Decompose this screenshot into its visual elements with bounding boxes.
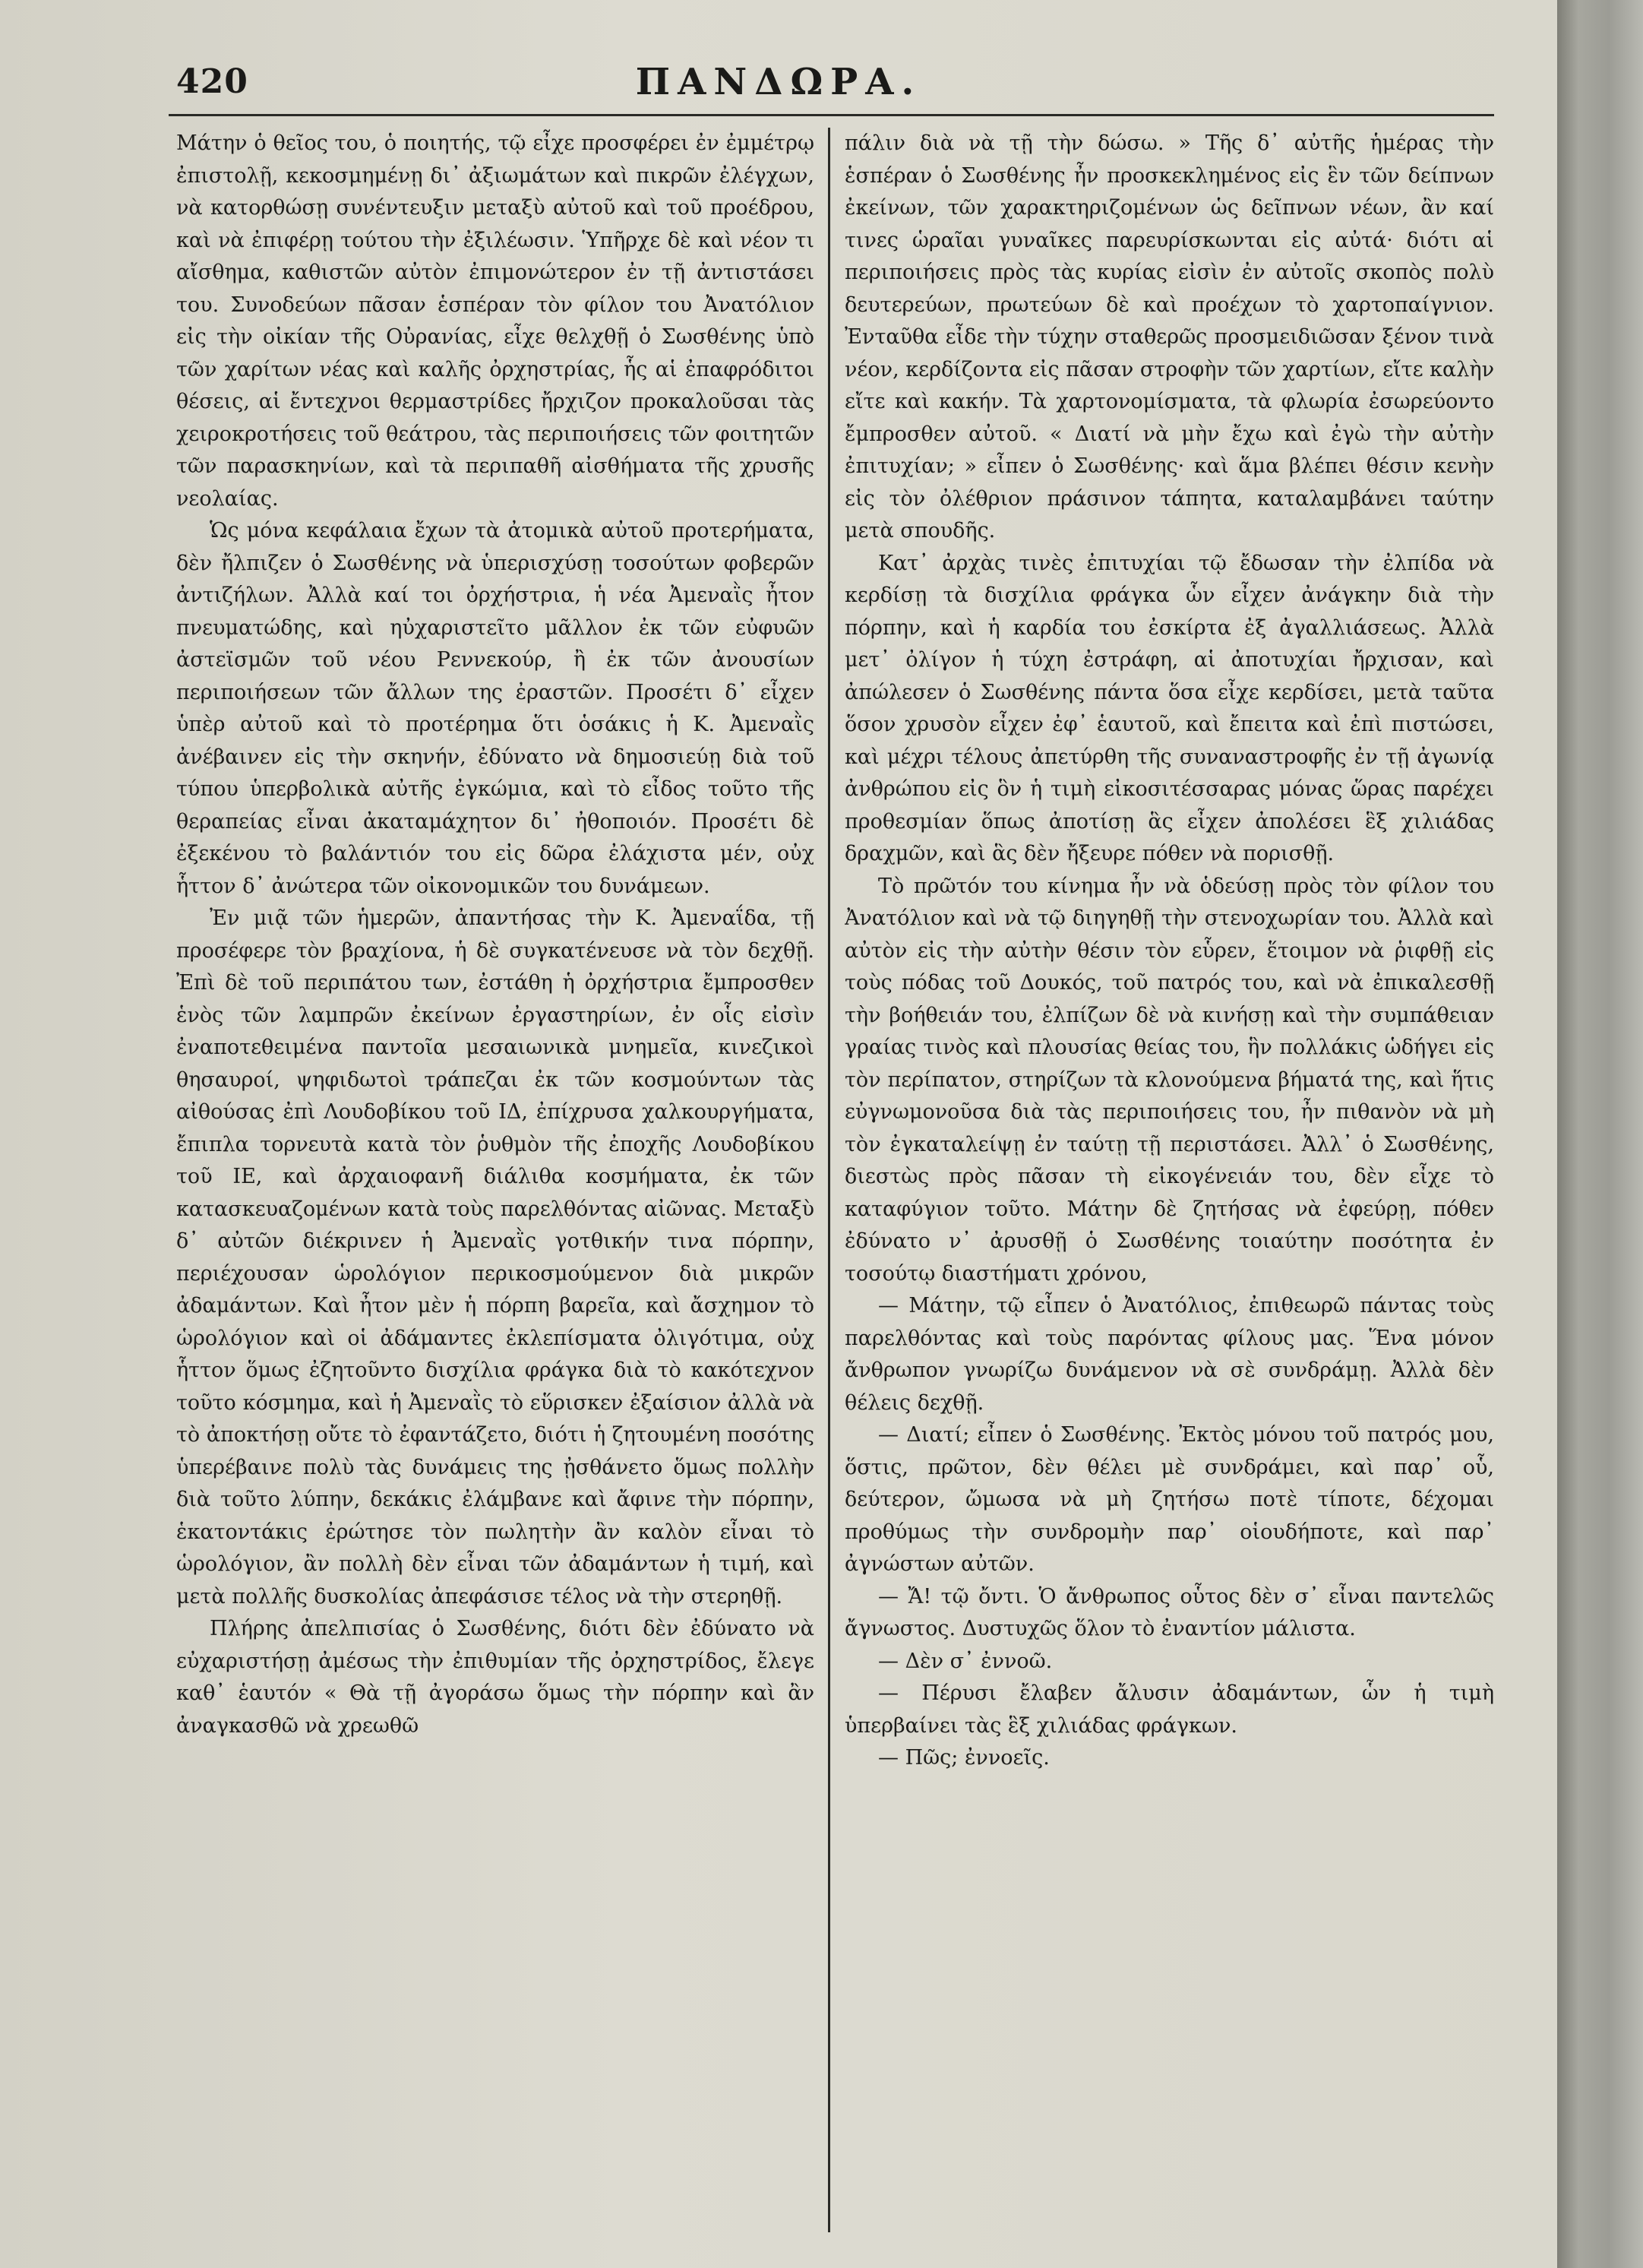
header-rule (169, 114, 1494, 116)
column-divider (828, 128, 830, 2232)
paragraph: Ὡς μόνα κεφάλαια ἔχων τὰ ἀτομικὰ αὐτοῦ προτερήματα, δὲν ἤλπιζεν ὁ Σωσθένης νὰ ὑπερισχύσῃ τοσούτων φοβερῶν ἀντιζήλων. Ἀλλὰ καί τοι ὀρχήστρια, ἡ νέα Ἀμεναῒς ἦτον πνευματώδης, καὶ ηὐχαριστεῖτο μᾶλλον ἐκ τῶν εὐφυῶν ἀστεϊσμῶν τοῦ νέου Ρεννεκούρ, ἢ ἐκ τῶν ἀνουσίων περιποιήσεων τῶν ἄλλων της ἐραστῶν. Προσέτι δ᾽ εἶχεν ὑπὲρ αὐτοῦ καὶ τὸ προτέρημα ὅτι ὁσάκις ἡ Κ. Ἀμεναῒς ἀνέβαινεν εἰς τὴν σκηνήν, ἐδύνατο νὰ δημοσιεύῃ διὰ τοῦ τύπου ὑπερβολικὰ αὐτῆς ἐγκώμια, καὶ τὸ εἶδος τοῦτο τῆς θεραπείας εἶναι ἀκαταμάχητον δι᾽ ἠθοποιόν. Προσέτι δὲ ἐξεκένου τὸ βαλάντιόν του εἰς δῶρα ἐλάχιστα μέν, οὐχ ἧττον δ᾽ ἀνώτερα τῶν οἰκονομικῶν του δυνάμεων. (176, 519, 814, 898)
paragraph: Ἐν μιᾷ τῶν ἡμερῶν, ἀπαντήσας τὴν Κ. Ἀμεναΐδα, τῇ προσέφερε τὸν βραχίονα, ἡ δὲ συγκατένευσε νὰ τὸν δεχθῇ. Ἐπὶ δὲ τοῦ περιπάτου των, ἐστάθη ἡ ὀρχήστρια ἔμπροσθεν ἑνὸς τῶν λαμπρῶν ἐκείνων ἐργαστηρίων, ἐν οἷς εἰσὶν ἐναποτεθειμένα παντοῖα μεσαιωνικὰ μνημεῖα, κινεζικοὶ θησαυροί, ψηφιδωτοὶ τράπεζαι ἐκ τῶν κοσμούντων τὰς αἰθούσας ἐπὶ Λουδοβίκου τοῦ ΙΔ, ἐπίχρυσα χαλκουργήματα, ἔπιπλα τορνευτὰ κατὰ τὸν ῥυθμὸν τῆς ἐποχῆς Λουδοβίκου τοῦ ΙΕ, καὶ ἀρχαιοφανῆ διάλιθα κοσμήματα, ἐκ τῶν κατασκευαζομένων κατὰ τοὺς παρελθόντας αἰῶνας. Μεταξὺ δ᾽ αὐτῶν διέκρινεν ἡ Ἀμεναῒς γοτθικήν τινα πόρπην, περιέχουσαν ὡρολόγιον περικοσμούμενον διὰ μικρῶν ἀδαμάντων. Καὶ ἦτον μὲν ἡ πόρπη βαρεῖα, καὶ ἄσχημον τὸ ὡρολόγιον καὶ οἱ ἀδάμαντες ἐκλεπίσματα ὀλιγότιμα, οὐχ ἧττον ὅμως ἐζητοῦντο δισχίλια φράγκα διὰ τὸ κακότεχνον τοῦτο κόσμημα, καὶ ἡ Ἀμεναῒς τὸ εὕρισκεν ἐξαίσιον ἀλλὰ νὰ τὸ ἀποκτήσῃ οὔτε τὸ ἐφαντάζετο, διότι ἡ ζητουμένη ποσότης ὑπερέβαινε πολὺ τὰς δυνάμεις της ᾐσθάνετο ὅμως πολλὴν διὰ τοῦτο λύπην, δεκάκις ἐλάμβανε καὶ ἄφινε τὴν πόρπην, ἑκατοντάκις ἐρώτησε τὸν πωλητὴν ἂν καλὸν εἶναι τὸ ὡρολόγιον, ἂν πολλὴ δὲν εἶναι τῶν ἀδαμάντων ἡ τιμή, καὶ μετὰ πολλῆς δυσκολίας ἀπεφάσισε τέλος νὰ τὴν στερηθῇ. (176, 906, 814, 1608)
paragraph: Τὸ πρῶτόν του κίνημα ἦν νὰ ὁδεύσῃ πρὸς τὸν φίλον του Ἀνατόλιον καὶ νὰ τῷ διηγηθῇ τὴν στενοχωρίαν του. Ἀλλὰ καὶ αὐτὸν εἰς τὴν αὐτὴν θέσιν τὸν εὗρεν, ἕτοιμον νὰ ῥιφθῇ εἰς τοὺς πόδας τοῦ Δουκός, τοῦ πατρός του, καὶ νὰ ἐπικαλεσθῇ τὴν βοήθειάν του, ἐλπίζων δὲ νὰ κινήσῃ καὶ τὴν συμπάθειαν γραίας τινὸς καὶ πλουσίας θείας του, ἣν πολλάκις ὡδήγει εἰς τὸν περίπατον, στηρίζων τὰ κλονούμενα βήματά της, καὶ ἥτις εὐγνωμονοῦσα διὰ τὰς περιποιήσεις του, ἦν πιθανὸν νὰ μὴ τὸν ἐγκαταλείψῃ ἐν ταύτῃ τῇ περιστάσει. Ἀλλ᾽ ὁ Σωσθένης, διεστὼς πρὸς πᾶσαν τὴ εἰκογένειάν του, δὲν εἶχε τὸ καταφύγιον τοῦτο. Μάτην δὲ ζητήσας νὰ ἐφεύρῃ, πόθεν ἐδύνατο ν᾽ ἀρυσθῇ ὁ Σωσθένης τοιαύτην ποσότητα ἐν τοσούτῳ διαστήματι χρόνου, (845, 874, 1494, 1286)
paragraph: Κατ᾽ ἀρχὰς τινὲς ἐπιτυχίαι τῷ ἔδωσαν τὴν ἐλπίδα νὰ κερδίσῃ τὰ δισχίλια φράγκα ὧν εἶχεν ἀνάγκην διὰ τὴν πόρπην, καὶ ἡ καρδία του ἐσκίρτα ἐξ ἀγαλλιάσεως. Ἀλλὰ μετ᾽ ὀλίγον ἡ τύχη ἐστράφη, αἱ ἀποτυχίαι ἤρχισαν, καὶ ἀπώλεσεν ὁ Σωσθένης πάντα ὅσα εἶχε κερδίσει, μετὰ ταῦτα ὅσον χρυσὸν εἶχεν ἐφ᾽ ἑαυτοῦ, καὶ ἔπειτα καὶ ἐπὶ πιστώσει, καὶ μέχρι τέλους ἀπετύρθη τῆς συναναστροφῆς ἐν τῇ ἀγωνίᾳ ἀνθρώπου εἰς ὃν ἡ τιμὴ εἰκοσιτέσσαρας μόνας ὥρας παρέχει προθεσμίαν ὅπως ἀποτίσῃ ἃς εἶχεν ἀπολέσει ἓξ χιλιάδας δραχμῶν, καὶ ἃς δὲν ἤξευρε πόθεν νὰ πορισθῇ. (845, 551, 1494, 865)
dialog-line: — Διατί; εἶπεν ὁ Σωσθένης. Ἐκτὸς μόνου τοῦ πατρός μου, ὅστις, πρῶτον, δὲν θέλει μὲ συνδράμει, καὶ παρ᾽ οὗ, δεύτερον, ὤμωσα νὰ μὴ ζητήσω ποτὲ τίποτε, δέχομαι προθύμως τὴν συνδρομὴν παρ᾽ οἱουδήποτε, καὶ παρ᾽ ἀγνώστων αὐτῶν. (845, 1423, 1494, 1576)
dialog-line: — Μάτην, τῷ εἶπεν ὁ Ἀνατόλιος, ἐπιθεωρῶ πάντας τοὺς παρελθόντας καὶ τοὺς παρόντας φίλους μας. Ἕνα μόνον ἄνθρωπον γνωρίζω δυνάμενον νὰ σὲ συνδράμῃ. Ἀλλὰ δὲν θέλεις δεχθῇ. (845, 1294, 1494, 1415)
dialog-line: — Ἄ! τῷ ὄντι. Ὁ ἄνθρωπος οὗτος δὲν σ᾽ εἶναι παντελῶς ἄγνωστος. Δυστυχῶς ὅλον τὸ ἐναντίον μάλιστα. (845, 1584, 1494, 1640)
page-edge (1557, 0, 1643, 2268)
page-number: 420 (176, 62, 248, 101)
paragraph: Πλήρης ἀπελπισίας ὁ Σωσθένης, διότι δὲν ἐδύνατο νὰ εὐχαριστήσῃ ἀμέσως τὴν ἐπιθυμίαν τῆς ὀρχηστρίδος, ἔλεγε καθ᾽ ἑαυτόν « Θὰ τῇ ἀγοράσω ὅμως τὴν πόρπην καὶ ἂν ἀναγκασθῶ νὰ χρεωθῶ (176, 1617, 814, 1738)
right-column (845, 128, 1494, 2244)
left-column (176, 128, 814, 2244)
dialog-line: — Πέρυσι ἔλαβεν ἄλυσιν ἀδαμάντων, ὧν ἡ τιμὴ ὑπερβαίνει τὰς ἓξ χιλιάδας φράγκων. (845, 1681, 1494, 1738)
running-title: ΠΑΝΔΩΡΑ. (635, 61, 922, 103)
dialog-line: — Δὲν σ᾽ ἐννοῶ. (878, 1649, 1053, 1673)
paragraph: πάλιν διὰ νὰ τῇ τὴν δώσω. » Τῆς δ᾽ αὐτῆς ἡμέρας τὴν ἑσπέραν ὁ Σωσθένης ἦν προσκεκλημένος εἰς ἓν τῶν δείπνων ἐκείνων, τῶν χαρακτηριζομένων ὡς δεῖπνων νέων, ἂν καί τινες ὡραῖαι γυναῖκες παρευρίσκωνται εἰς αὐτά· διότι αἱ περιποιήσεις πρὸς τὰς κυρίας εἰσὶν ἐν αὐτοῖς σκοπὸς πολὺ δευτερεύων, πρωτεύων δὲ καὶ προέχων τὸ χαρτοπαίγνιον. Ἐνταῦθα εἶδε τὴν τύχην σταθερῶς προσμειδιῶσαν ξένον τινὰ νέον, κερδίζοντα εἰς πᾶσαν στροφὴν τῶν χαρτίων, εἴτε καλὴν εἴτε καὶ κακήν. Τὰ χαρτονομίσματα, τὰ φλωρία ἐσωρεύοντο ἔμπροσθεν αὐτοῦ. « Διατί νὰ μὴν ἔχω καὶ ἐγὼ τὴν αὐτὴν ἐπιτυχίαν; » εἶπεν ὁ Σωσθένης· καὶ ἅμα βλέπει θέσιν κενὴν εἰς τὸν ὀλέθριον πράσινον τάπητα, καταλαμβάνει ταύτην μετὰ σπουδῆς. (845, 131, 1494, 542)
paragraph: Μάτην ὁ θεῖος του, ὁ ποιητής, τῷ εἶχε προσφέρει ἐν ἐμμέτρῳ ἐπιστολῇ, κεκοσμημένῃ δι᾽ ἀξιωμάτων καὶ πικρῶν ἐλέγχων, νὰ κατορθώσῃ συνέντευξιν μεταξὺ αὐτοῦ καὶ τοῦ προέδρου, καὶ νὰ ἐπιφέρῃ τούτου τὴν ἐξιλέωσιν. Ὑπῆρχε δὲ καὶ νέον τι αἴσθημα, καθιστῶν αὐτὸν ἐπιμονώτερον ἐν τῇ ἀντιστάσει του. Συνοδεύων πᾶσαν ἑσπέραν τὸν φίλον του Ἀνατόλιον εἰς τὴν οἰκίαν τῆς Οὐρανίας, εἶχε θελχθῇ ὁ Σωσθένης ὑπὸ τῶν χαρίτων νέας καὶ καλῆς ὀρχηστρίας, ἧς αἱ ἐπαφρόδιτοι θέσεις, αἱ ἔντεχνοι θερμαστρίδες ἤρχιζον προκαλοῦσαι τὰς χειροκροτήσεις τοῦ θεάτρου, τὰς περιποιήσεις τῶν φοιτητῶν τῶν παρασκηνίων, καὶ τὰ περιπαθῆ αἰσθήματα τῆς χρυσῆς νεολαίας. (176, 131, 814, 511)
dialog-line: — Πῶς; ἐννοεῖς. (878, 1746, 1050, 1770)
